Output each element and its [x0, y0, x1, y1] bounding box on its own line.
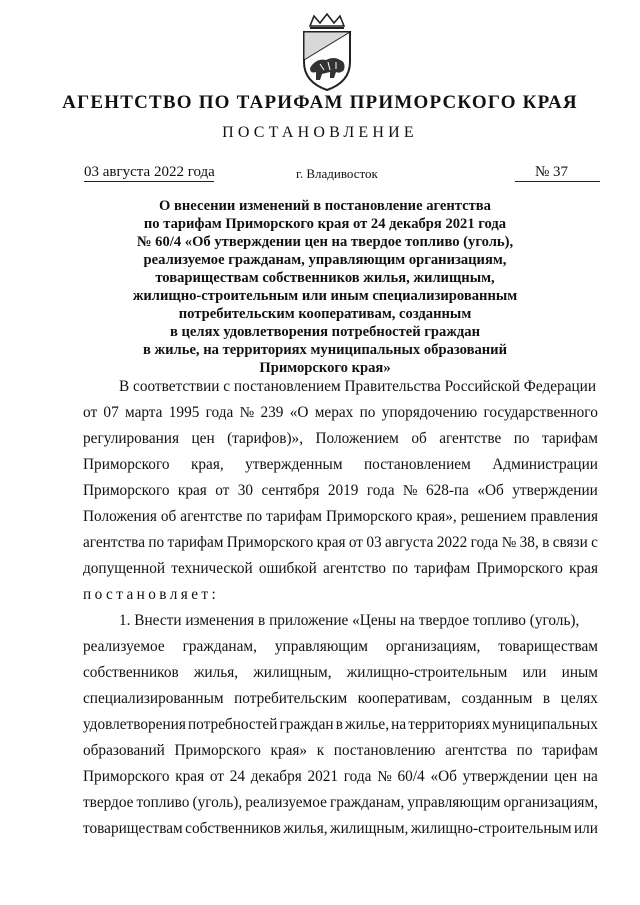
- body-line: [83, 716, 598, 742]
- word: гражданам,: [329, 794, 405, 811]
- word: допущенной: [83, 560, 166, 577]
- word: на: [391, 716, 407, 733]
- word: тарифам: [542, 742, 598, 759]
- title-line: по тарифам Приморского края от 24 декабря 2021 года: [143, 216, 507, 232]
- word: или: [573, 820, 598, 837]
- word: 2021: [307, 768, 339, 785]
- word: с: [591, 534, 598, 551]
- word: утвержденным: [245, 456, 343, 473]
- word: Приморского: [476, 560, 563, 577]
- word: управляющим: [407, 794, 501, 811]
- title-line: жилищно-строительным или иным специализированным: [132, 288, 518, 304]
- word: августа: [384, 534, 434, 551]
- body-line: [83, 664, 598, 690]
- document-number: № 37: [535, 164, 569, 180]
- word: по: [246, 508, 263, 525]
- word: специализированным: [83, 690, 224, 707]
- word: граждан: [279, 716, 334, 733]
- word: реализуемое: [83, 638, 165, 655]
- word: от: [348, 534, 363, 551]
- word: жилья,: [283, 820, 328, 837]
- word: №: [501, 534, 517, 551]
- word: жилищным,: [253, 664, 332, 681]
- body-line: [83, 742, 598, 768]
- word: края: [177, 482, 207, 499]
- word: связи: [552, 534, 588, 551]
- word: собственников: [185, 820, 281, 837]
- word: целях: [560, 690, 598, 707]
- word: Положения: [83, 508, 157, 525]
- word: потребностей: [187, 716, 278, 733]
- word: агентства: [445, 742, 508, 759]
- word: «О: [289, 404, 309, 421]
- body-line-decree: постановляет:: [83, 586, 220, 603]
- word: образований: [83, 742, 165, 759]
- word: жилищным,: [330, 820, 409, 837]
- word: 03: [366, 534, 382, 551]
- word: регулирования: [83, 430, 180, 447]
- title-line: в жилье, на территориях муниципальных образований: [143, 342, 507, 358]
- word: территориях: [408, 716, 490, 733]
- word: Приморского: [83, 482, 170, 499]
- word: по: [148, 534, 165, 551]
- word: муниципальных: [492, 716, 598, 733]
- word: Приморского: [83, 768, 170, 785]
- word: утверждении: [512, 482, 598, 499]
- word: края: [569, 560, 598, 577]
- word: постановлением: [363, 456, 471, 473]
- word: тарифам: [542, 430, 598, 447]
- word: жилищно-строительным: [410, 820, 572, 837]
- word: правления: [530, 508, 598, 525]
- word: жилищно-строительным: [346, 664, 508, 681]
- word: агентстве: [180, 508, 243, 525]
- word: утверждении: [462, 768, 549, 785]
- word: об: [411, 430, 427, 447]
- title-line: Приморского края»: [259, 360, 391, 376]
- document-city: г. Владивосток: [296, 166, 378, 181]
- word: об: [160, 508, 177, 525]
- word: 239: [260, 404, 284, 421]
- word: мерах: [314, 404, 354, 421]
- word: тарифам: [414, 560, 471, 577]
- word: по: [513, 430, 530, 447]
- number-underline: [515, 181, 600, 182]
- word: края»,: [416, 508, 457, 525]
- word: №: [239, 404, 255, 421]
- body-line: [83, 794, 598, 820]
- document-title: [110, 197, 540, 377]
- title-line: реализуемое гражданам, управляющим организациям,: [143, 252, 507, 268]
- word: упорядочению: [381, 404, 478, 421]
- word: цен: [553, 768, 578, 785]
- word: топливо: [136, 794, 190, 811]
- word: 2022: [436, 534, 468, 551]
- word: года: [343, 768, 372, 785]
- word: по: [516, 742, 533, 759]
- word: агентство: [323, 560, 386, 577]
- coat-of-arms-icon: [296, 12, 358, 92]
- body-line: [83, 456, 598, 482]
- word: края: [175, 768, 205, 785]
- body-line: [83, 482, 598, 508]
- body-line: 1. Внести изменения в приложение «Цены на твердое топливо (уголь),: [119, 612, 580, 629]
- agency-name: АГЕНТСТВО ПО ТАРИФАМ ПРИМОРСКОГО КРАЯ: [62, 92, 578, 113]
- word: в: [335, 716, 343, 733]
- word: края: [316, 534, 346, 551]
- word: технической: [171, 560, 253, 577]
- title-line: в целях удовлетворения потребностей граждан: [169, 324, 481, 340]
- word: созданным: [461, 690, 533, 707]
- word: или: [522, 664, 547, 681]
- body-line: [83, 768, 598, 794]
- word: постановлению: [333, 742, 436, 759]
- word: по: [359, 404, 376, 421]
- word: 60/4: [397, 768, 425, 785]
- word: края»: [270, 742, 308, 759]
- body-line: [83, 404, 598, 430]
- word: решением: [460, 508, 527, 525]
- word: «Об: [477, 482, 504, 499]
- document-type: ПОСТАНОВЛЕНИЕ: [222, 124, 418, 141]
- body-line: [83, 534, 598, 560]
- word: Администрации: [492, 456, 598, 473]
- word: марта: [125, 404, 163, 421]
- word: в: [542, 690, 551, 707]
- word: от: [209, 768, 224, 785]
- word: от: [215, 482, 230, 499]
- word: товариществам: [498, 638, 598, 655]
- word: жилье,: [345, 716, 390, 733]
- body-line: [83, 508, 598, 534]
- word: удовлетворения: [83, 716, 186, 733]
- word: 38,: [519, 534, 539, 551]
- body-line: [83, 690, 598, 716]
- word: Приморского: [83, 456, 170, 473]
- word: №: [402, 482, 418, 499]
- word: от: [83, 404, 98, 421]
- word: Приморского: [174, 742, 261, 759]
- word: 07: [103, 404, 119, 421]
- word: гражданам,: [182, 638, 257, 655]
- body-line: [83, 430, 598, 456]
- word: товариществам: [83, 820, 183, 837]
- word: организациям,: [385, 638, 481, 655]
- word: агентства: [83, 534, 145, 551]
- word: твердое: [83, 794, 134, 811]
- word: к: [316, 742, 325, 759]
- word: по: [392, 560, 409, 577]
- word: потребительским: [234, 690, 348, 707]
- word: жилья,: [193, 664, 239, 681]
- word: 1995: [168, 404, 200, 421]
- body-line: [83, 820, 598, 846]
- word: ошибкой: [258, 560, 317, 577]
- body-line: [83, 560, 598, 586]
- word: собственников: [83, 664, 179, 681]
- word: края,: [190, 456, 224, 473]
- word: года: [470, 534, 499, 551]
- word: года: [366, 482, 395, 499]
- word: управляющим: [274, 638, 368, 655]
- word: Положением: [315, 430, 399, 447]
- word: тарифам: [167, 534, 224, 551]
- document-date: 03 августа 2022 года: [84, 164, 215, 180]
- title-line: потребительским кооперативам, созданным: [178, 306, 472, 322]
- word: (уголь),: [192, 794, 243, 811]
- word: (тарифов)»,: [227, 430, 304, 447]
- word: государственного: [483, 404, 598, 421]
- word: Приморского: [226, 534, 314, 551]
- title-line: товариществам собственников жилья, жилищным,: [155, 270, 495, 286]
- title-line: № 60/4 «Об утверждении цен на твердое топливо (уголь),: [136, 234, 514, 250]
- word: «Об: [430, 768, 457, 785]
- word: 24: [229, 768, 245, 785]
- body-line: В соответствии с постановлением Правительства Российской Федерации: [119, 378, 597, 395]
- word: иным: [561, 664, 598, 681]
- word: 2019: [327, 482, 359, 499]
- word: в: [542, 534, 550, 551]
- body-line: [83, 638, 598, 664]
- word: на: [582, 768, 598, 785]
- word: сентября: [261, 482, 320, 499]
- word: 30: [237, 482, 254, 499]
- date-underline: [84, 181, 214, 182]
- word: реализуемое: [245, 794, 327, 811]
- word: тарифам: [266, 508, 322, 525]
- word: №: [377, 768, 392, 785]
- word: организациям,: [503, 794, 598, 811]
- word: цен: [191, 430, 215, 447]
- word: 628-па: [425, 482, 469, 499]
- word: агентстве: [439, 430, 502, 447]
- word: Приморского: [325, 508, 413, 525]
- word: кооперативам,: [357, 690, 451, 707]
- word: года: [205, 404, 234, 421]
- word: декабря: [250, 768, 302, 785]
- title-line: О внесении изменений в постановление агентства: [159, 198, 491, 214]
